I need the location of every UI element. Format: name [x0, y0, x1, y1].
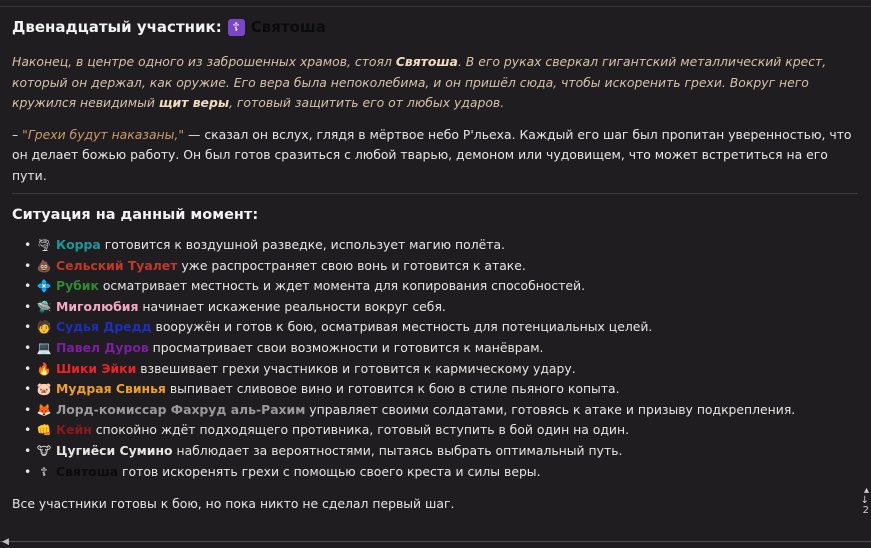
participant-item: [36, 400, 858, 421]
participant-status: управляет своими солдатами, готовясь к атаке и призыву подкрепления.: [305, 401, 796, 417]
participant-name: Сельский Туалет: [56, 257, 178, 273]
participant-item: [36, 379, 858, 400]
participant-status: спокойно ждёт подходящего противника, готовый вступить в бой один на один.: [91, 422, 630, 438]
edge-marks: ▴ ↓ 2: [860, 485, 869, 516]
speech-dash: –: [12, 126, 23, 142]
participant-name: Святоша: [56, 463, 119, 479]
participant-emoji-icon: 💠: [36, 279, 52, 294]
story-part1: Наконец, в центре одного из заброшенных храмов, стоял: [12, 54, 396, 69]
story-part2: . В его руках сверкал гигантский металлический крест, который он держал, как оружие. Его вера была непоколебима, и он пришёл сюда, чтобы искоренить грехи. Вокруг него кружился невидимый: [12, 54, 827, 110]
participant-name: Судья Дредд: [56, 319, 152, 335]
footer-text: Все участники готовы к бою, но пока никто не сделал первый шаг.: [12, 496, 455, 512]
participant-name: Шики Эйки: [56, 360, 137, 376]
story-bold-shield: щит веры: [158, 95, 230, 110]
top-divider: [0, 6, 871, 7]
participant-emoji-icon: 🐷: [36, 382, 52, 397]
participant-list: [12, 235, 858, 482]
orthodox-cross-icon: ☦: [228, 19, 245, 36]
participant-emoji-icon: 🦊: [36, 402, 52, 417]
story-bold-name: Святоша: [395, 54, 458, 69]
participant-item: [36, 256, 858, 277]
participant-item: [36, 462, 858, 483]
participant-status: просматривает свои возможности и готовится к манёврам.: [148, 339, 544, 355]
participant-item: [36, 441, 858, 462]
participant-name: Корра: [56, 237, 101, 252]
participant-emoji-icon: 🔥: [36, 361, 52, 376]
participant-name: Миголюбия: [56, 298, 139, 314]
participant-emoji-icon: 💩: [36, 258, 52, 273]
participant-item: [36, 317, 858, 338]
participant-title: [12, 12, 858, 42]
speech-quote: "Грехи будут наказаны,": [22, 126, 185, 142]
section-divider: [12, 193, 858, 194]
participant-emoji-icon: 👊: [36, 423, 52, 438]
participant-name: Лорд-комиссар Фахруд аль-Рахим: [56, 401, 306, 417]
participant-status: осматривает местность и ждет момента для копирования способностей.: [98, 278, 586, 294]
participant-emoji-icon: 🛸: [36, 299, 52, 314]
participant-name: Павел Дуров: [56, 339, 149, 355]
participant-emoji-icon: 🌪: [36, 238, 52, 252]
speech-text: — сказал он вслух, глядя в мёртвое небо Р'льеха. Каждый его шаг был пропитан уверенностью, что он делает божью работу. Он был готов сразиться с любой тварью, демоном или чудовищем, что может встретиться на его пути.: [12, 126, 852, 183]
participant-item: [36, 276, 858, 297]
participant-name: Мудрая Свинья: [56, 381, 166, 397]
participant-item: [36, 420, 858, 441]
participant-emoji-icon: 🧑: [36, 320, 52, 335]
participant-status: готовится к воздушной разведке, использует магию полёта.: [100, 237, 506, 252]
participant-item: [36, 359, 858, 380]
participant-status: взвешивает грехи участников и готовится к кармическому удару.: [136, 360, 576, 376]
participant-emoji-icon: ☦: [40, 464, 48, 479]
participant-emoji-icon: 💻: [36, 340, 52, 355]
participant-status: выпивает сливовое вино и готовится к бою в стиле пьяного копыта.: [165, 381, 620, 397]
title-name: Святоша: [250, 18, 326, 36]
participant-item: [36, 338, 858, 359]
participant-status: начинает искажение реальности вокруг себя.: [138, 298, 446, 314]
participant-emoji-icon: 🐮: [36, 443, 52, 458]
situation-heading: Ситуация на данный момент:: [12, 207, 259, 223]
speech-paragraph: [12, 125, 858, 187]
story-paragraph: [12, 52, 858, 114]
participant-status: готов искоренять грехи с помощью своего креста и силы веры.: [118, 463, 541, 479]
participant-name: Цугиёси Сумино: [56, 442, 173, 458]
participant-name: Рубик: [56, 278, 99, 294]
participant-item: [36, 235, 858, 256]
message-content: [12, 12, 858, 514]
title-prefix: Двенадцатый участник:: [12, 18, 222, 36]
story-part3: , готовый защитить его от любых ударов.: [229, 95, 505, 110]
participant-status: вооружён и готов к бою, осматривая местность для потенциальных целей.: [151, 319, 653, 335]
participant-status: уже распространяет свою вонь и готовится к атаке.: [177, 257, 526, 273]
participant-status: наблюдает за вероятностями, пытаясь выбрать оптимальный путь.: [172, 442, 623, 458]
participant-item: [36, 297, 858, 318]
scroll-left-arrow-icon[interactable]: ◀: [2, 537, 9, 547]
bottom-scroll-line: [0, 541, 871, 542]
participant-name: Кейн: [56, 422, 92, 438]
